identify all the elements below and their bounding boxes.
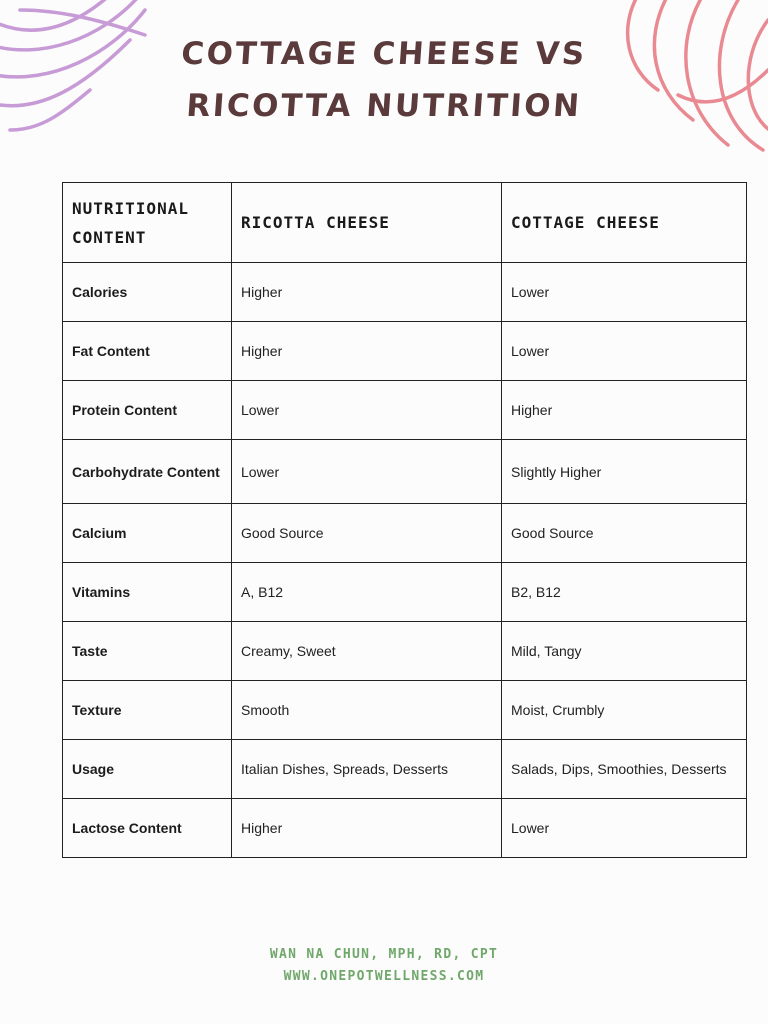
cottage-value: Salads, Dips, Smoothies, Desserts [502, 740, 747, 799]
footer-author: WAN NA CHUN, MPH, RD, CPT [269, 947, 499, 962]
cottage-value: Mild, Tangy [502, 622, 747, 681]
cottage-value: Lower [502, 799, 747, 858]
header-ricotta-cheese: RICOTTA CHEESE [232, 183, 502, 263]
cottage-value: B2, B12 [502, 563, 747, 622]
table-row [63, 263, 747, 322]
cottage-value: Slightly Higher [502, 440, 747, 504]
row-label: Usage [63, 740, 232, 799]
row-label: Taste [63, 622, 232, 681]
ricotta-value: Smooth [232, 681, 502, 740]
cottage-value: Lower [502, 263, 747, 322]
ricotta-value: Lower [232, 440, 502, 504]
table-row [63, 381, 747, 440]
ricotta-value: Italian Dishes, Spreads, Desserts [232, 740, 502, 799]
ricotta-value: Creamy, Sweet [232, 622, 502, 681]
title-line-1: COTTAGE CHEESE VS [180, 36, 588, 72]
ricotta-value: Higher [232, 322, 502, 381]
row-label: Calories [63, 263, 232, 322]
ricotta-value: Higher [232, 263, 502, 322]
footer-website-link[interactable]: WWW.ONEPOTWELLNESS.COM [283, 969, 485, 984]
title-line-2: RICOTTA NUTRITION [185, 88, 583, 124]
nutrition-comparison-table [62, 182, 747, 858]
table-row [63, 799, 747, 858]
header-nutritional-content: NUTRITIONAL CONTENT [63, 183, 232, 263]
table-row [63, 622, 747, 681]
footer-credits [0, 944, 768, 988]
table-row [63, 740, 747, 799]
row-label: Fat Content [63, 322, 232, 381]
table-row [63, 681, 747, 740]
row-label: Calcium [63, 504, 232, 563]
table-row [63, 563, 747, 622]
cottage-value: Good Source [502, 504, 747, 563]
table-row [63, 504, 747, 563]
ricotta-value: A, B12 [232, 563, 502, 622]
row-label: Protein Content [63, 381, 232, 440]
row-label: Lactose Content [63, 799, 232, 858]
cottage-value: Higher [502, 381, 747, 440]
cottage-value: Moist, Crumbly [502, 681, 747, 740]
header-cottage-cheese: COTTAGE CHEESE [502, 183, 747, 263]
table-row [63, 322, 747, 381]
ricotta-value: Good Source [232, 504, 502, 563]
ricotta-value: Higher [232, 799, 502, 858]
cottage-value: Lower [502, 322, 747, 381]
table-header-row [63, 183, 747, 263]
page-title [0, 28, 768, 132]
row-label: Carbohydrate Content [63, 440, 232, 504]
row-label: Texture [63, 681, 232, 740]
row-label: Vitamins [63, 563, 232, 622]
table-row [63, 440, 747, 504]
ricotta-value: Lower [232, 381, 502, 440]
